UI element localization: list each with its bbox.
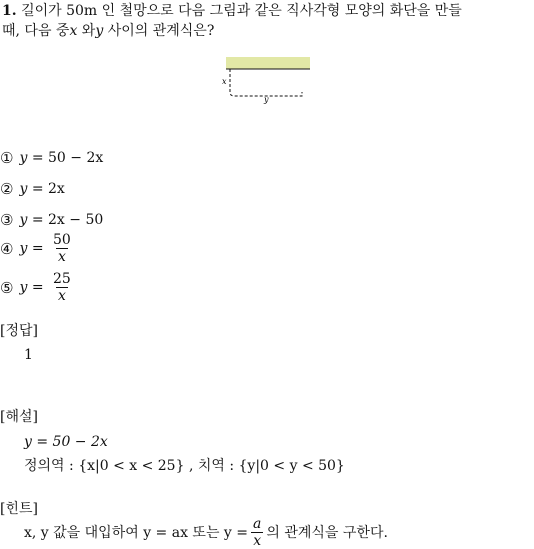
hint-fraction <box>251 516 263 549</box>
question-text-2b: 와 <box>77 23 96 39</box>
option-4[interactable] <box>0 232 76 265</box>
option-5-numerator: 25 <box>53 271 71 287</box>
option-5-denominator: x <box>57 288 66 304</box>
option-2-lhs: y <box>19 181 28 197</box>
option-4-lhs: y <box>19 240 28 257</box>
question-text-1: 길이가 50m 인 철망으로 다음 그림과 같은 직사각형 모양의 화단을 만들 <box>21 3 462 19</box>
label-x: x <box>222 77 227 86</box>
option-1-number: ① <box>0 149 14 167</box>
option-3[interactable] <box>0 211 103 229</box>
answer-heading: [정답] <box>0 323 38 339</box>
wall-rect <box>226 57 310 69</box>
hint-heading: [힌트] <box>0 501 38 517</box>
hint-text-pre: x, y 값을 대입하여 y = ax 또는 y = <box>24 524 249 541</box>
explanation-line-2: 정의역 : {x|0 < x < 25} , 치역 : {y|0 < y < 50} <box>24 458 345 474</box>
hint-numerator: a <box>253 516 262 532</box>
option-3-lhs: y <box>19 212 28 228</box>
question-text-2a: 때, 다음 중 <box>2 23 70 39</box>
option-5[interactable] <box>0 271 76 304</box>
option-5-fraction <box>51 271 73 304</box>
option-5-lhs: y <box>19 279 28 296</box>
option-3-number: ③ <box>0 211 14 229</box>
label-y: y <box>264 95 269 104</box>
question-text-2c: 사이의 관계식은? <box>103 23 215 39</box>
hint-denominator: x <box>253 533 262 549</box>
hint-text-post: 의 관계식을 구한다. <box>266 524 388 541</box>
question-line-1 <box>2 2 462 20</box>
question-line-2 <box>2 22 214 40</box>
option-2-rhs: = 2x <box>31 181 65 197</box>
option-4-numerator: 50 <box>53 232 71 248</box>
option-5-number: ⑤ <box>0 278 14 297</box>
option-4-denominator: x <box>57 249 66 265</box>
option-4-rhs: = <box>31 240 44 257</box>
fence-path <box>230 69 302 96</box>
garden-figure <box>220 52 316 106</box>
var-x: x <box>69 23 78 39</box>
option-5-rhs: = <box>31 279 44 296</box>
option-4-fraction <box>51 232 73 265</box>
question-number: 1. <box>2 3 17 19</box>
explanation-heading: [해설] <box>0 409 38 425</box>
option-2-number: ② <box>0 180 14 198</box>
answer-value: 1 <box>24 347 33 363</box>
option-1-lhs: y <box>19 150 28 166</box>
explanation-line-1: y = 50 − 2x <box>24 434 108 450</box>
option-1[interactable] <box>0 149 103 167</box>
option-1-rhs: = 50 − 2x <box>31 150 104 166</box>
var-y: y <box>95 23 104 39</box>
option-3-rhs: = 2x − 50 <box>31 212 104 228</box>
option-4-number: ④ <box>0 239 14 258</box>
option-2[interactable] <box>0 180 65 198</box>
hint-line <box>24 516 388 549</box>
